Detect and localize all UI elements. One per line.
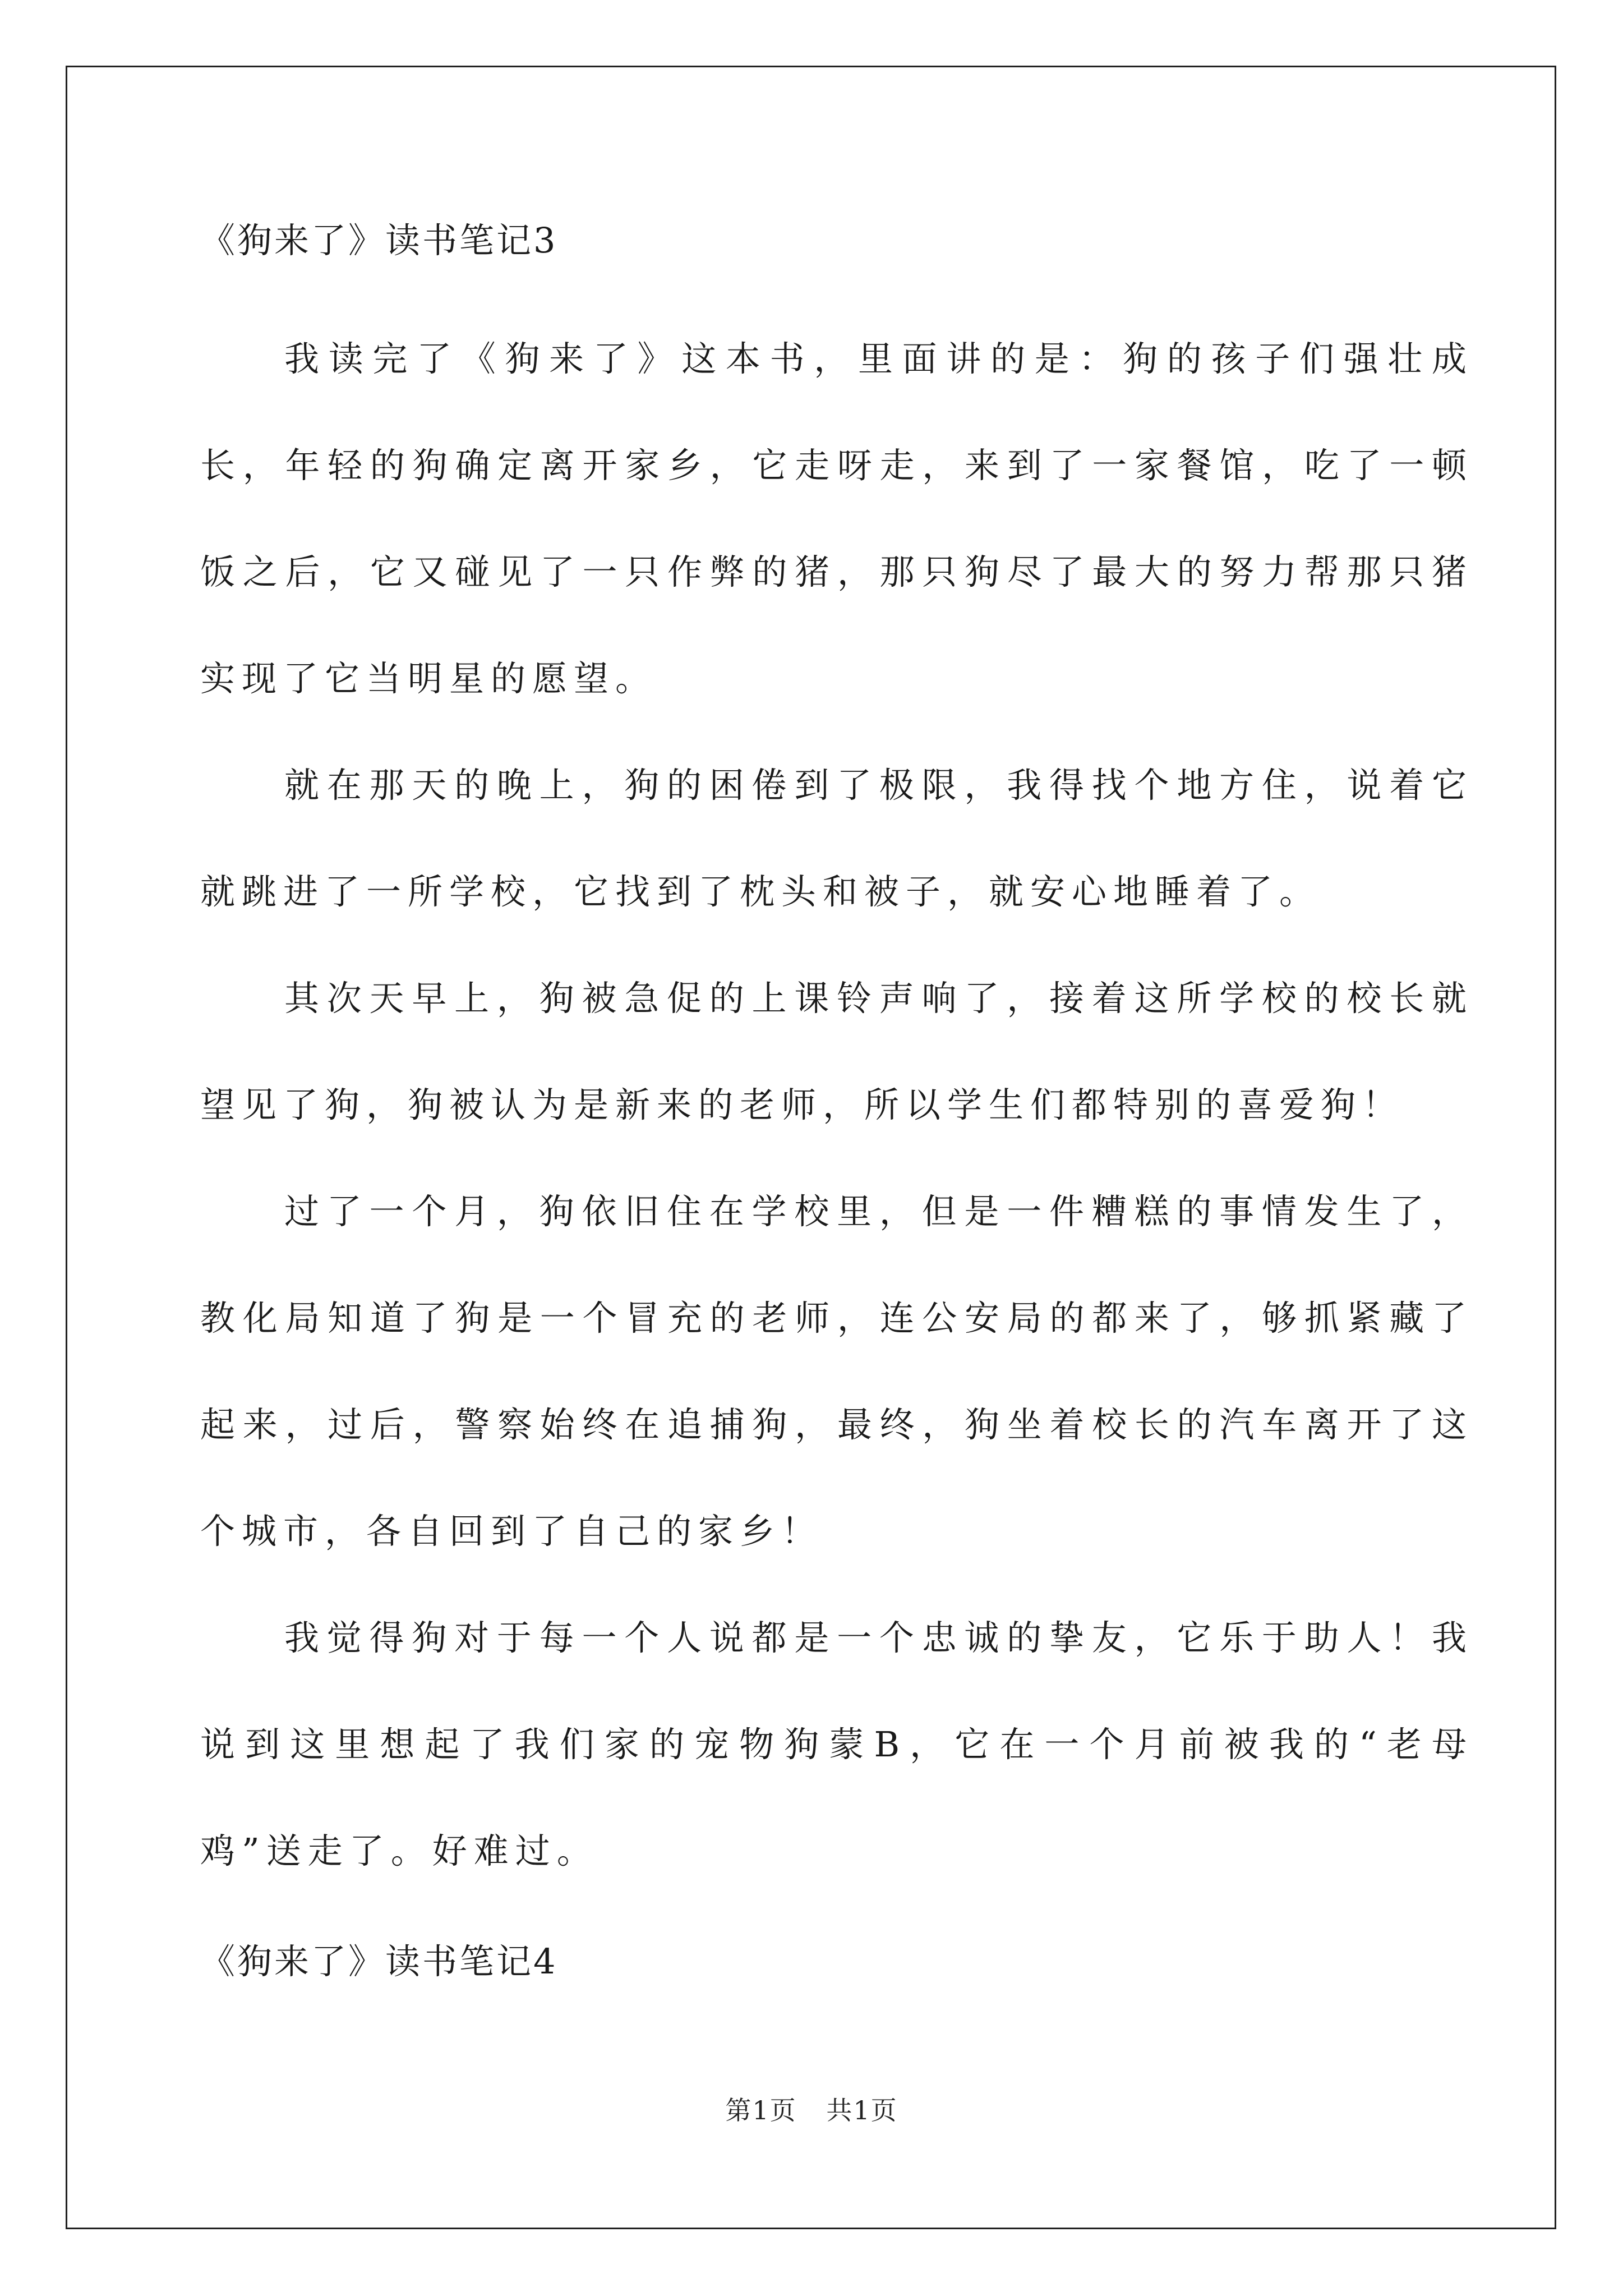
- page-footer: [0, 2093, 1623, 2127]
- paragraph: 过了一个月，狗依旧住在学校里，但是一件糟糕的事情发生了，教化局知道了狗是一个冒充的老师，连公安局的都来了，够抓紧藏了起来，过后，警察始终在追捕狗，最终，狗坐着校长的汽车离开了这个城市，各自回到了自己的家乡！: [200, 1191, 1473, 1552]
- paragraph: 我觉得狗对于每一个人说都是一个忠诚的挚友，它乐于助人！我说到这里想起了我们家的宠物狗蒙B，它在一个月前被我的“老母鸡”送走了。好难过。: [200, 1617, 1473, 1871]
- page-total: 共1页: [826, 2095, 898, 2125]
- document-body: [200, 215, 1473, 1987]
- paragraph: 我读完了《狗来了》这本书，里面讲的是：狗的孩子们强壮成长，年轻的狗确定离开家乡，它走呀走，来到了一家餐馆，吃了一顿饭之后，它又碰见了一只作弊的猪，那只狗尽了最大的努力帮那只猪实现了它当明星的愿望。: [200, 338, 1473, 699]
- page-number: 第1页: [725, 2095, 797, 2125]
- section-heading-3: 《狗来了》读书笔记3: [200, 220, 558, 261]
- paragraph: 就在那天的晚上，狗的困倦到了极限，我得找个地方住，说着它就跳进了一所学校，它找到了枕头和被子，就安心地睡着了。: [200, 765, 1473, 912]
- section-heading-4: 《狗来了》读书笔记4: [200, 1941, 558, 1982]
- paragraph: 其次天早上，狗被急促的上课铃声响了，接着这所学校的校长就望见了狗，狗被认为是新来的老师，所以学生们都特别的喜爱狗！: [200, 978, 1473, 1125]
